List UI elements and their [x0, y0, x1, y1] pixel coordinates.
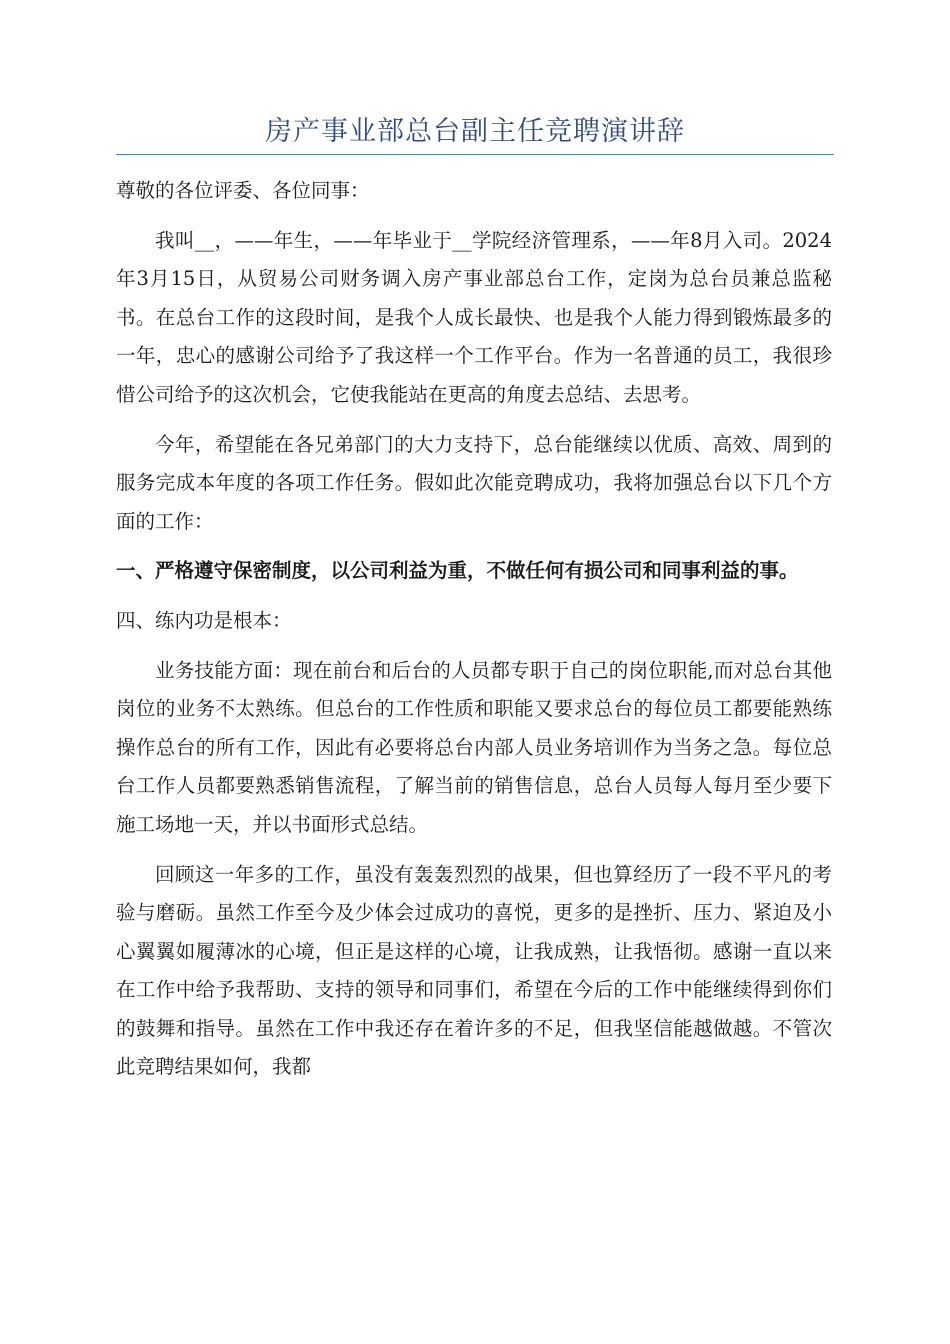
salutation: 尊敬的各位评委、各位同事：: [116, 179, 370, 202]
goal-paragraph: 今年，希望能在各兄弟部门的大力支持下，总台能继续以优质、高效、周到的服务完成本年度的各项工作任务。假如此次能竞聘成功，我将加强总台以下几个方面的工作：: [116, 432, 832, 533]
skills-paragraph: 业务技能方面：现在前台和后台的人员都专职于自己的岗位职能,而对总台其他岗位的业务不太熟练。但总台的工作性质和职能又要求总台的每位员工都要能熟练操作总台的所有工作，因此有必要将总台内部人员业务培训作为当务之急。每位总台工作人员都要熟悉销售流程，了解当前的销售信息，总台人员每人每月至少要下施工场地一天，并以书面形式总结。: [116, 658, 832, 836]
document-title: 房产事业部总台副主任竞聘演讲辞: [265, 116, 685, 147]
intro-paragraph: 我叫__，——年生，——年毕业于__学院经济管理系，——年8月入司。2024年3月15日，从贸易公司财务调入房产事业部总台工作，定岗为总台员兼总监秘书。在总台工作的这段时间，是我个人成长最快、也是我个人能力得到锻炼最多的一年，忠心的感谢公司给予了我这样一个工作平台。作为一名普通的员工，我很珍惜公司给予的这次机会，它使我能站在更高的角度去总结、去思考。: [116, 228, 832, 406]
document-body: [116, 172, 832, 1087]
title-underline: [116, 154, 834, 155]
section-heading: 四、练内功是根本：: [116, 608, 292, 632]
review-paragraph: 回顾这一年多的工作，虽没有轰轰烈烈的战果，但也算经历了一段不平凡的考验与磨砺。虽然工作至今及少体会过成功的喜悦，更多的是挫折、压力、紧迫及小心翼翼如履薄冰的心境，但正是这样的心境，让我成熟，让我悟彻。感谢一直以来在工作中给予我帮助、支持的领导和同事们，希望在今后的工作中能继续得到你们的鼓舞和指导。虽然在工作中我还存在着许多的不足，但我坚信能越做越。不管次此竞聘结果如何，我都: [116, 862, 832, 1079]
bold-heading: 一、严格遵守保密制度，以公司利益为重，不做任何有损公司和同事利益的事。: [116, 559, 799, 583]
